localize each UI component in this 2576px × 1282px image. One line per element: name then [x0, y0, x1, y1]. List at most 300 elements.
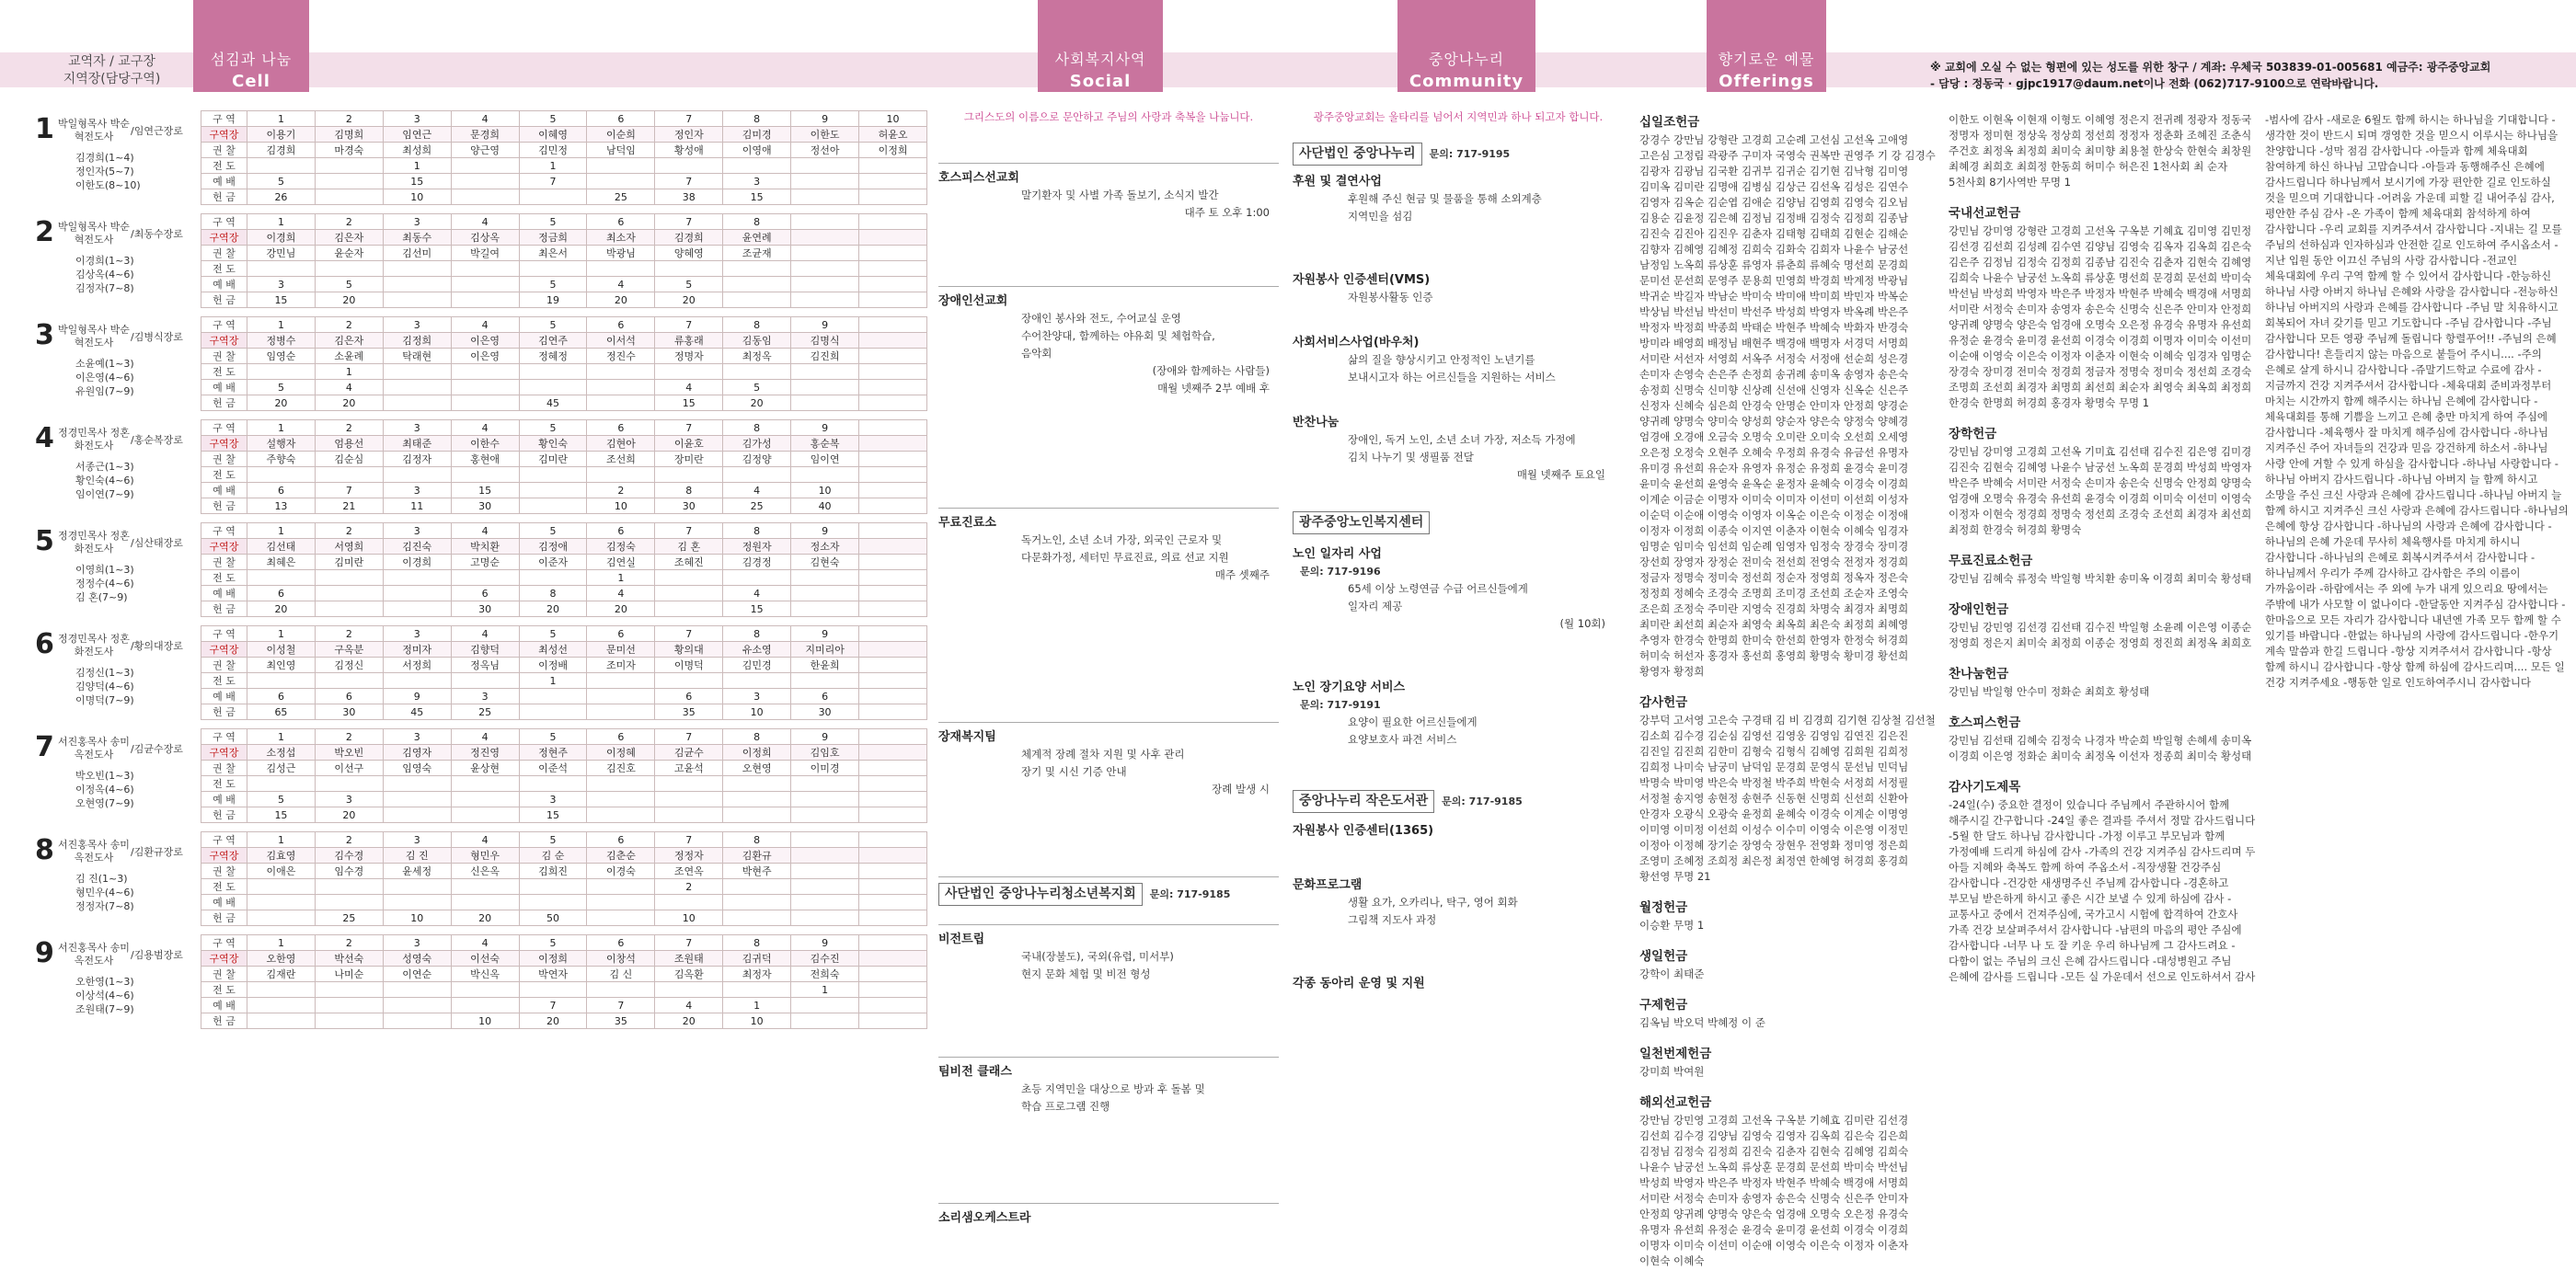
table-row [201, 910, 927, 926]
community-item-line: 삶의 질을 향상시키고 안정적인 노년기를 [1348, 353, 1535, 366]
table-row [201, 261, 927, 277]
table-cell [859, 452, 927, 467]
table-cell: 김은자 [315, 333, 383, 349]
table-cell [451, 364, 519, 380]
tab-cell-meetings[interactable] [193, 0, 309, 110]
table-cell [859, 292, 927, 308]
table-cell: 2 [315, 729, 383, 745]
row-label: 권 찰 [201, 658, 247, 673]
offering-names: 강민님 김선태 김혜숙 김정숙 나경자 박순희 박일형 손혜세 송미옥 이경희 이은영 정화순 최미숙 최정옥 이선자 정종희 최미숙 황성태 [1949, 734, 2252, 762]
offering-block [1949, 551, 2257, 587]
table-cell: 윤상현 [451, 761, 519, 776]
row-label: 예 배 [201, 586, 247, 601]
table-cell: 13 [247, 498, 316, 514]
table-cell: 김성근 [247, 761, 316, 776]
table-cell: 5 [519, 277, 587, 292]
table-cell [383, 982, 451, 998]
table-cell: 서영희 [315, 539, 383, 555]
table-cell [383, 292, 451, 308]
group-leader: 이명덕(7~9) [75, 694, 134, 706]
cell-group [17, 831, 927, 934]
community-org-phone: 문의: 717-9185 [1442, 796, 1523, 807]
offering-heading: 감사기도제목 [1949, 780, 2021, 795]
table-cell: 6 [587, 832, 655, 848]
table-cell: 김연주 [519, 333, 587, 349]
group-number: 2 [35, 216, 54, 248]
row-label: 구 역 [201, 111, 247, 127]
table-cell: 김민경 [723, 658, 791, 673]
table-cell [383, 586, 451, 601]
table-cell: 4 [723, 586, 791, 601]
offering-names: 이한도 이현옥 이현재 이형도 이혜영 정은지 전귀례 정광자 정동국 정명자 정미현 정상욱 정상희 정선희 정정자 정춘화 조혜진 조춘식 주건호 최정옥 최정희 최미숙 최미향 최용철 한상숙 한현숙 최창원 최혜경 최희호 최희정 한동희 허미수 허은진 1천사회 최 순자 5천사회 8기사역반 무명 1 [1949, 113, 2252, 189]
table-cell [383, 380, 451, 395]
table-cell: 정진영 [451, 745, 519, 761]
table-cell: 소윤례 [315, 349, 383, 364]
table-cell [859, 364, 927, 380]
cell-table [201, 110, 927, 205]
table-cell [859, 261, 927, 277]
table-cell [859, 832, 927, 848]
social-item [938, 286, 1279, 397]
offering-heading: 생일헌금 [1639, 949, 1688, 964]
table-cell [383, 879, 451, 895]
group-number: 1 [35, 113, 54, 145]
offering-names: 강민님 박일형 안수미 정화순 최희호 황성태 [1949, 685, 2150, 698]
table-cell: 김순심 [315, 452, 383, 467]
group-leader: 김정신(1~3) [75, 667, 134, 679]
table-cell: 1 [519, 673, 587, 689]
table-cell: 9 [791, 317, 859, 333]
table-cell: 20 [519, 1013, 587, 1029]
table-cell: 2 [315, 111, 383, 127]
table-cell: 최태준 [383, 436, 451, 452]
table-cell [859, 420, 927, 436]
table-cell [655, 261, 723, 277]
table-cell: 김경정 [723, 555, 791, 570]
community-section [1293, 109, 1624, 992]
table-cell [451, 158, 519, 174]
table-cell [519, 364, 587, 380]
table-cell: 21 [315, 498, 383, 514]
community-item [1293, 271, 1624, 306]
table-cell [247, 910, 316, 926]
row-label: 헌 금 [201, 1013, 247, 1029]
group-leaders [75, 254, 134, 295]
table-cell: 김수경 [315, 848, 383, 864]
table-cell [315, 570, 383, 586]
table-cell: 6 [315, 689, 383, 704]
table-cell [451, 570, 519, 586]
table-cell: 25 [315, 910, 383, 926]
table-cell [859, 317, 927, 333]
tab-community-center[interactable] [1397, 0, 1535, 110]
table-cell: 3 [383, 420, 451, 436]
social-item [938, 1203, 1279, 1227]
table-cell: 김정양 [723, 452, 791, 467]
table-cell: 정정자 [655, 848, 723, 864]
community-item-title: 후원 및 결연사업 [1293, 175, 1382, 189]
group-number: 7 [35, 731, 54, 763]
table-cell: 25 [587, 189, 655, 205]
table-cell: 1 [791, 982, 859, 998]
table-cell [587, 807, 655, 823]
table-cell [587, 895, 655, 910]
offering-heading: 구제헌금 [1639, 998, 1688, 1013]
table-cell [383, 467, 451, 483]
table-cell: 김동임 [723, 333, 791, 349]
table-cell: 7 [655, 174, 723, 189]
table-cell: 고명순 [451, 555, 519, 570]
table-cell: 4 [587, 277, 655, 292]
table-cell: 9 [791, 626, 859, 642]
table-cell [859, 967, 927, 982]
table-cell [451, 807, 519, 823]
table-cell [315, 174, 383, 189]
row-label: 권 찰 [201, 452, 247, 467]
table-row [201, 246, 927, 261]
table-row [201, 277, 927, 292]
group-number: 3 [35, 319, 54, 351]
table-cell: 전희숙 [791, 967, 859, 982]
table-cell: 1 [247, 729, 316, 745]
table-cell: 7 [655, 935, 723, 951]
table-cell [791, 174, 859, 189]
row-label: 전 도 [201, 467, 247, 483]
table-cell: 4 [451, 111, 519, 127]
table-row [201, 292, 927, 308]
table-cell [791, 895, 859, 910]
table-row [201, 143, 927, 158]
table-cell: 류홍래 [655, 333, 723, 349]
row-label: 헌 금 [201, 601, 247, 617]
group-leader: 형민우(4~6) [75, 887, 134, 899]
community-item [1293, 334, 1624, 386]
social-item [938, 924, 1279, 983]
table-cell: 6 [587, 317, 655, 333]
offering-heading: 감사헌금 [1639, 695, 1688, 710]
table-cell: 김향덕 [451, 642, 519, 658]
table-cell: 25 [451, 704, 519, 720]
cell-group [17, 728, 927, 831]
table-cell: 9 [791, 729, 859, 745]
table-cell [859, 626, 927, 642]
table-row [201, 982, 927, 998]
table-cell: 8 [723, 935, 791, 951]
table-cell: 정옥님 [451, 658, 519, 673]
table-cell: 20 [247, 601, 316, 617]
table-cell [859, 523, 927, 539]
offering-names: 이승환 무명 1 [1639, 919, 1705, 932]
offering-block [1639, 995, 1938, 1031]
table-row [201, 395, 927, 411]
table-cell [791, 364, 859, 380]
role-label: 교역자 / 교구장 지역장(담당구역) [63, 54, 161, 86]
row-label: 구 역 [201, 420, 247, 436]
table-cell [859, 910, 927, 926]
table-cell [383, 776, 451, 792]
cell-table [201, 316, 927, 411]
table-cell [383, 570, 451, 586]
table-cell: 7 [655, 214, 723, 230]
table-cell: 3 [315, 792, 383, 807]
social-item-line: (장애와 함께하는 사람들) [1152, 364, 1270, 377]
group-leader: 김 진(1~3) [75, 873, 128, 885]
table-cell [451, 895, 519, 910]
table-cell: 8 [655, 483, 723, 498]
group-pastor: 정경민목사 정혼화전도사 [58, 530, 130, 555]
row-label: 전 도 [201, 879, 247, 895]
table-cell: 20 [247, 395, 316, 411]
table-cell [315, 673, 383, 689]
table-cell [723, 364, 791, 380]
table-cell [587, 467, 655, 483]
table-cell: 김미란 [519, 452, 587, 467]
table-cell: 15 [723, 189, 791, 205]
table-cell: 7 [519, 998, 587, 1013]
table-cell: 7 [655, 111, 723, 127]
table-row [201, 364, 927, 380]
social-item-title: 팀비전 클래스 [938, 1065, 1012, 1079]
table-cell [859, 689, 927, 704]
tab-label-ko: 섬김과 나눔 [210, 51, 293, 68]
table-cell: 김경희 [655, 230, 723, 246]
group-elder: /심산태장로 [131, 537, 183, 549]
group-pastor: 서진홍목사 송미옥전도사 [58, 736, 130, 761]
table-cell: 15 [247, 807, 316, 823]
table-cell [451, 189, 519, 205]
table-cell: 7 [655, 729, 723, 745]
table-cell: 윤순자 [315, 246, 383, 261]
table-cell [859, 349, 927, 364]
table-cell: 10 [859, 111, 927, 127]
row-label: 구역장 [201, 642, 247, 658]
group-leader: 오현영(7~9) [75, 797, 134, 809]
table-cell: 3 [519, 792, 587, 807]
group-pastor: 박일형목사 박순혁전도사 [58, 118, 130, 143]
tab-social-works[interactable] [1038, 0, 1163, 110]
table-cell: 4 [451, 214, 519, 230]
group-leader: 정정수(4~6) [75, 578, 134, 589]
tab-label-en: Community Center [1409, 72, 1524, 110]
row-label: 전 도 [201, 364, 247, 380]
table-cell: 강민님 [247, 246, 316, 261]
table-cell: 3 [383, 523, 451, 539]
table-cell: 이명덕 [655, 658, 723, 673]
table-cell [587, 792, 655, 807]
cell-group [17, 522, 927, 625]
table-cell: 엄용선 [315, 436, 383, 452]
table-cell: 김춘순 [587, 848, 655, 864]
table-cell: 임영순 [247, 349, 316, 364]
cell-table [201, 522, 927, 617]
social-item [938, 508, 1279, 584]
table-cell: 6 [587, 626, 655, 642]
table-cell [587, 364, 655, 380]
table-cell: 조선희 [587, 452, 655, 467]
table-cell [451, 998, 519, 1013]
table-cell: 11 [383, 498, 451, 514]
table-cell: 20 [315, 292, 383, 308]
table-cell: 8 [723, 523, 791, 539]
table-cell: 1 [519, 158, 587, 174]
table-cell: 15 [383, 174, 451, 189]
group-elder: /홍순복장로 [131, 434, 183, 446]
table-cell: 20 [315, 395, 383, 411]
table-cell: 2 [315, 935, 383, 951]
offering-notice: ※ 교회에 오실 수 없는 형편에 있는 성도를 위한 창구 / 계좌: 우체국 503839-01-005681 예금주: 광주중앙교회 - 담당 : 정동국 · gjpc1917@daum.net이나 전화 (062)717-9100으로 연락바랍니다. [1930, 61, 2491, 90]
table-cell: 10 [383, 189, 451, 205]
table-cell: 김상옥 [451, 230, 519, 246]
table-cell [859, 848, 927, 864]
table-cell: 20 [655, 292, 723, 308]
table-cell: 4 [723, 483, 791, 498]
row-label: 구역장 [201, 848, 247, 864]
table-cell [859, 380, 927, 395]
table-row [201, 879, 927, 895]
table-cell: 5 [519, 420, 587, 436]
table-cell: 나미순 [315, 967, 383, 982]
row-label: 구 역 [201, 626, 247, 642]
table-cell [723, 895, 791, 910]
social-item-title: 장애인선교회 [938, 294, 1008, 308]
table-row [201, 230, 927, 246]
table-cell: 남덕임 [587, 143, 655, 158]
table-cell [859, 998, 927, 1013]
community-org [1293, 143, 1624, 166]
social-item-line: 말기환자 및 사별 가족 돌보기, 소식지 발간 [1021, 189, 1219, 201]
offering-names: -24일(수) 중요한 결정이 있습니다 주님께서 주관하시어 함께 해주시길 간구합니다 -24일 좋은 결과를 주셔서 정말 감사드립니다 -5월 한 달도 하나님 감사합니다 -가정 이루고 부모님과 함께 가정예배 드리게 하심에 감사 -가족의 건강 지켜주심 감사드리며 두 아들 지혜와 축복도 함께 하여 주옵소서 -직장생활 건강주심 감사합니다 -건강한 새생명주신 주님께 감사합니다 -경혼하고 부모님 받은하게 하시고 좋은 시간 보낼 수 있게 하심에 감사 -교통사고 중에서 건져주심에, 국가고시 시험에 합격하여 간호사 가족 건강 보살펴주셔서 감사합니다 -남편의 마음의 평안 주심에 감사합니다 -너무 나 도 잘 키운 우리 하나님께 그 감사드려요 -다함이 없는 주님의 크신 은혜 감사드립니다 -대성병원고 주님 은혜에 감사를 드립니다 -모든 실 가운데서 선으로 인도하셔서 감사 [1949, 798, 2256, 983]
table-cell: 19 [519, 292, 587, 308]
table-cell: 오한영 [247, 951, 316, 967]
social-works-section [938, 109, 1279, 1227]
table-cell [451, 467, 519, 483]
row-label: 구 역 [201, 317, 247, 333]
table-cell [315, 586, 383, 601]
group-elder: /김환규장로 [131, 846, 183, 858]
table-row [201, 745, 927, 761]
tab-offerings[interactable] [1707, 0, 1826, 92]
table-cell: 김영자 [383, 745, 451, 761]
table-cell: 김민정 [519, 143, 587, 158]
table-cell: 35 [655, 704, 723, 720]
social-item-line: 장기 및 시신 기증 안내 [1021, 765, 1127, 778]
offering-block [1949, 203, 2257, 411]
group-leader: 김 혼(7~9) [75, 591, 128, 603]
table-cell [383, 364, 451, 380]
table-cell: 이용기 [247, 127, 316, 143]
table-cell: 정원자 [723, 539, 791, 555]
table-cell: 6 [247, 483, 316, 498]
community-item [1293, 679, 1624, 749]
table-cell: 김균수 [655, 745, 723, 761]
table-cell: 9 [791, 420, 859, 436]
table-cell: 8 [723, 111, 791, 127]
table-cell: 김명희 [315, 127, 383, 143]
table-cell [655, 792, 723, 807]
row-label: 전 도 [201, 570, 247, 586]
table-cell: 15 [723, 601, 791, 617]
table-cell [791, 261, 859, 277]
community-item [1293, 545, 1624, 633]
table-row [201, 832, 927, 848]
table-cell: 이경희 [383, 555, 451, 570]
offering-heading: 장애인헌금 [1949, 602, 2009, 617]
group-pastor: 서진홍목사 송미옥전도사 [58, 942, 130, 967]
table-cell [587, 982, 655, 998]
table-cell: 정소자 [791, 539, 859, 555]
table-cell: 6 [791, 689, 859, 704]
table-cell: 임영숙 [383, 761, 451, 776]
table-cell: 김명식 [791, 333, 859, 349]
row-label: 예 배 [201, 380, 247, 395]
table-cell [723, 467, 791, 483]
table-cell: 정진수 [587, 349, 655, 364]
table-cell: 김정애 [519, 539, 587, 555]
offering-block [1639, 693, 1938, 885]
table-cell: 최정자 [723, 967, 791, 982]
table-cell: 황성애 [655, 143, 723, 158]
group-elder: /최동수장로 [131, 228, 183, 240]
table-cell: 20 [451, 910, 519, 926]
table-cell [383, 792, 451, 807]
social-item-phone: 문의: 717-9185 [1149, 888, 1231, 900]
table-cell [655, 467, 723, 483]
offering-names: 강민님 김혜숙 류정숙 박일형 박치환 송미옥 이경희 최미숙 황성태 [1949, 572, 2252, 585]
table-cell: 6 [587, 523, 655, 539]
social-item-line: 학습 프로그램 진행 [1021, 1100, 1110, 1113]
table-row [201, 951, 927, 967]
row-label: 구역장 [201, 539, 247, 555]
table-cell [315, 158, 383, 174]
social-item-line: 대주 토 오후 1:00 [1184, 206, 1270, 219]
table-row [201, 729, 927, 745]
table-cell: 6 [587, 729, 655, 745]
table-cell: 최성선 [519, 642, 587, 658]
table-cell [519, 483, 587, 498]
table-cell [859, 214, 927, 230]
table-cell: 20 [655, 1013, 723, 1029]
table-cell: 4 [451, 935, 519, 951]
table-cell [791, 879, 859, 895]
table-cell: 1 [247, 832, 316, 848]
table-cell: 2 [655, 879, 723, 895]
table-cell: 박광님 [587, 246, 655, 261]
table-cell: 3 [383, 729, 451, 745]
table-cell: 정금희 [519, 230, 587, 246]
offering-names: 강만님 강민영 고경희 고선옥 구옥분 기혜효 김미란 김선경 김선희 김수경 김양님 김영숙 김영자 김옥희 김은숙 김은희 김정님 김정숙 김정희 김진숙 김춘자 김현숙 김혜영 김희숙 나윤수 남궁선 노옥희 류상훈 문경희 문선희 박미숙 박선님 박성희 박영자 박은주 박정자 박현주 박혜숙 백경애 서명희 서미란 서정숙 손미자 송영자 송은숙 신명숙 신은주 안미자 안정희 양귀례 양명숙 양은숙 엄경애 오명숙 오은정 유경숙 유명자 유선희 유정순 윤경숙 윤미경 윤선희 이경숙 이경희 이명자 이미숙 이선미 이순애 이영숙 이은숙 이정자 이춘자 이현숙 이혜숙 [1639, 1114, 1909, 1267]
table-cell [451, 792, 519, 807]
social-item [938, 722, 1279, 798]
table-cell [791, 395, 859, 411]
community-item-title: 노인 장기요양 서비스 [1293, 681, 1406, 694]
table-cell: 20 [587, 601, 655, 617]
social-intro: 그리스도의 이름으로 문안하고 주님의 사랑과 축복을 나눕니다. [963, 110, 1254, 123]
table-cell: 7 [655, 523, 723, 539]
table-cell: 주향숙 [247, 452, 316, 467]
table-cell [859, 879, 927, 895]
table-cell: 1 [383, 158, 451, 174]
table-cell: 서정희 [383, 658, 451, 673]
table-row [201, 998, 927, 1013]
community-item [1293, 975, 1624, 992]
table-cell [791, 848, 859, 864]
table-cell: 김진숙 [383, 539, 451, 555]
offering-names: 강학이 최태준 [1639, 967, 1705, 980]
cell-table [201, 934, 927, 1029]
table-cell [315, 998, 383, 1013]
table-cell: 9 [383, 689, 451, 704]
table-cell: 30 [791, 704, 859, 720]
